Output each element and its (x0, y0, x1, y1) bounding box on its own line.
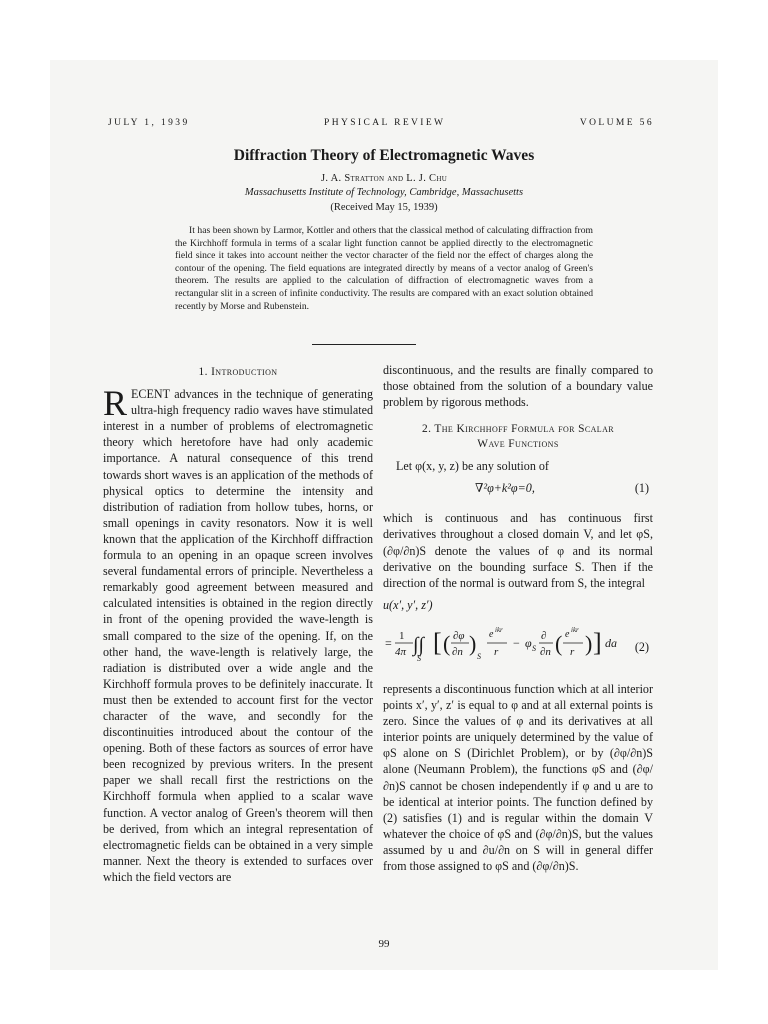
equation-2 (383, 617, 653, 673)
journal-name: PHYSICAL REVIEW (324, 118, 446, 128)
svg-text:e: e (565, 628, 570, 640)
svg-text:r: r (494, 645, 499, 658)
svg-text:S: S (532, 643, 536, 653)
volume-number: VOLUME 56 (579, 118, 654, 128)
svg-text:φ: φ (525, 635, 532, 650)
received-date: (Received May 15, 1939) (330, 202, 438, 213)
svg-text:=: = (385, 635, 392, 650)
equation-1-expression: ∇²φ+k²φ=0, (475, 481, 535, 496)
section-2-paragraph-3: represents a discontinuous function which at all interior points x′, y′, z′ is equal to φ and at all external points is zero. Since the values of φ and its derivatives at all interior points are uniquely determined by the value of φS alone on S (Dirichlet Problem), or by (∂φ/∂n)S alone (Neumann Problem), the functions φS and (∂φ/∂n)S cannot be chosen independently if φ and u are to be identical at interior points. The function defined by (2) satisfies (1) and is regular within the domain V whatever the choice of φS and (∂φ/∂n)S, but the values assumed by u and ∂u/∂n on S will in general differ from those assigned to φS and (∂φ/∂n)S. (383, 681, 653, 873)
abstract: It has been shown by Larmor, Kottler and others that the classical method of calculating diffraction from the Kirchhoff formula in terms of a scalar light function cannot be applied directly to the electromagnetic field since it takes into account neither the vector character of the field nor the effect of charges along the contour of the opening. The field equations are integrated directly by means of a vector analog of Green's theorem. The results are applied to the calculation of diffraction of electromagnetic waves from a rectangular slit in a screen of infinite conductivity. The results are compared with an exact solution obtained recently by Morse and Rubenstein. (175, 225, 593, 312)
section-1-heading: 1. Introduction (198, 366, 278, 378)
article-title: Diffraction Theory of Electromagnetic Waves (233, 147, 535, 164)
svg-text:∂φ: ∂φ (453, 629, 465, 642)
svg-text:∂: ∂ (541, 629, 547, 642)
section-2-heading-line1: 2. The Kirchhoff Formula for Scalar (421, 423, 614, 436)
running-head (108, 118, 654, 128)
svg-text:(: ( (443, 630, 451, 656)
svg-text:r: r (570, 645, 575, 658)
svg-text:): ) (585, 630, 593, 656)
svg-text:[: [ (433, 627, 442, 657)
right-column (383, 362, 653, 874)
svg-text:∂n: ∂n (452, 645, 463, 658)
svg-text:4π: 4π (395, 645, 407, 658)
svg-text:(: ( (555, 630, 563, 656)
equation-2-lhs: u(x′, y′, z′) (383, 597, 433, 612)
svg-text:): ) (469, 630, 477, 656)
issue-date: JULY 1, 1939 (108, 118, 190, 128)
svg-text:∫∫: ∫∫ (413, 633, 424, 656)
author-affiliation: Massachusetts Institute of Technology, Cambridge, Massachusetts (244, 187, 524, 198)
section-2-paragraph-2: which is continuous and has continuous first derivatives throughout a closed domain V, and let φS, (∂φ/∂n)S denote the values of φ and its normal derivative on the bounding surface S. Then if the direction of the normal is outward from S, the integral (383, 511, 653, 590)
svg-text:∂n: ∂n (540, 645, 551, 658)
equation-2-number: (2) (634, 639, 649, 654)
section-2-heading-line2: Wave Functions (477, 438, 559, 451)
equation-1-number: (1) (634, 481, 649, 496)
intro-paragraph (103, 383, 373, 885)
article-authors: J. A. Stratton and L. J. Chu (320, 173, 448, 184)
svg-text:ikr: ikr (571, 625, 579, 634)
section-2-intro: Let φ(x, y, z) be any solution of (396, 459, 549, 474)
equation-2-formula (383, 617, 653, 673)
svg-text:e: e (489, 628, 494, 640)
svg-text:S: S (417, 653, 421, 663)
svg-text:S: S (477, 651, 481, 661)
equation-1 (383, 480, 653, 500)
intro-continuation: discontinuous, and the results are finally compared to those obtained from the solution of a boundary value problem by rigorous methods. (383, 363, 653, 410)
svg-text:]: ] (593, 627, 602, 657)
svg-text:−: − (513, 635, 520, 650)
svg-text:ikr: ikr (495, 625, 503, 634)
drop-cap: R (103, 383, 128, 424)
page-number: 99 (378, 938, 390, 950)
section-2-heading (383, 422, 653, 452)
svg-text:da: da (605, 635, 617, 650)
separator-rule (312, 344, 416, 345)
intro-text: ECENT advances in the technique of generating ultra-high frequency radio waves have stimulated interest in a number of problems of electromagnetic theory which heretofore have had only academic importance. A natural consequence of this trend towards short waves is an application of the methods of physical optics to determine the intensity and distribution of radiation from hollow tubes, horns, or small openings in cavity resonators. Now it is well known that the application of the Kirchhoff diffraction formula to an opening in an opaque screen involves several fundamental errors of principle. Nevertheless a remarkably good agreement between measured and calculated intensities is obtained in the region directly in front of the opening provided the wave-length is small compared to the size of the opening. If, on the other hand, the wave-length is relatively large, the radiation is distributed over a wide angle and the Kirchhoff formula proves to be definitely inaccurate. It must then be extended to account first for the vector character of the wave, and secondly for the discontinuities introduced about the contour of the opening. Both of these factors as sources of error have been recognized by previous writers. In the present paper we shall recall first the restrictions on the Kirchhoff formula when applied to a scalar wave function. A vector analog of Green's theorem will then be derived, from which an integral representation of electromagnetic fields can be obtained in a very simple manner. Next the theory is extended to surfaces over which the field vectors are (103, 387, 373, 884)
svg-text:1: 1 (399, 629, 405, 642)
left-column (103, 362, 373, 885)
